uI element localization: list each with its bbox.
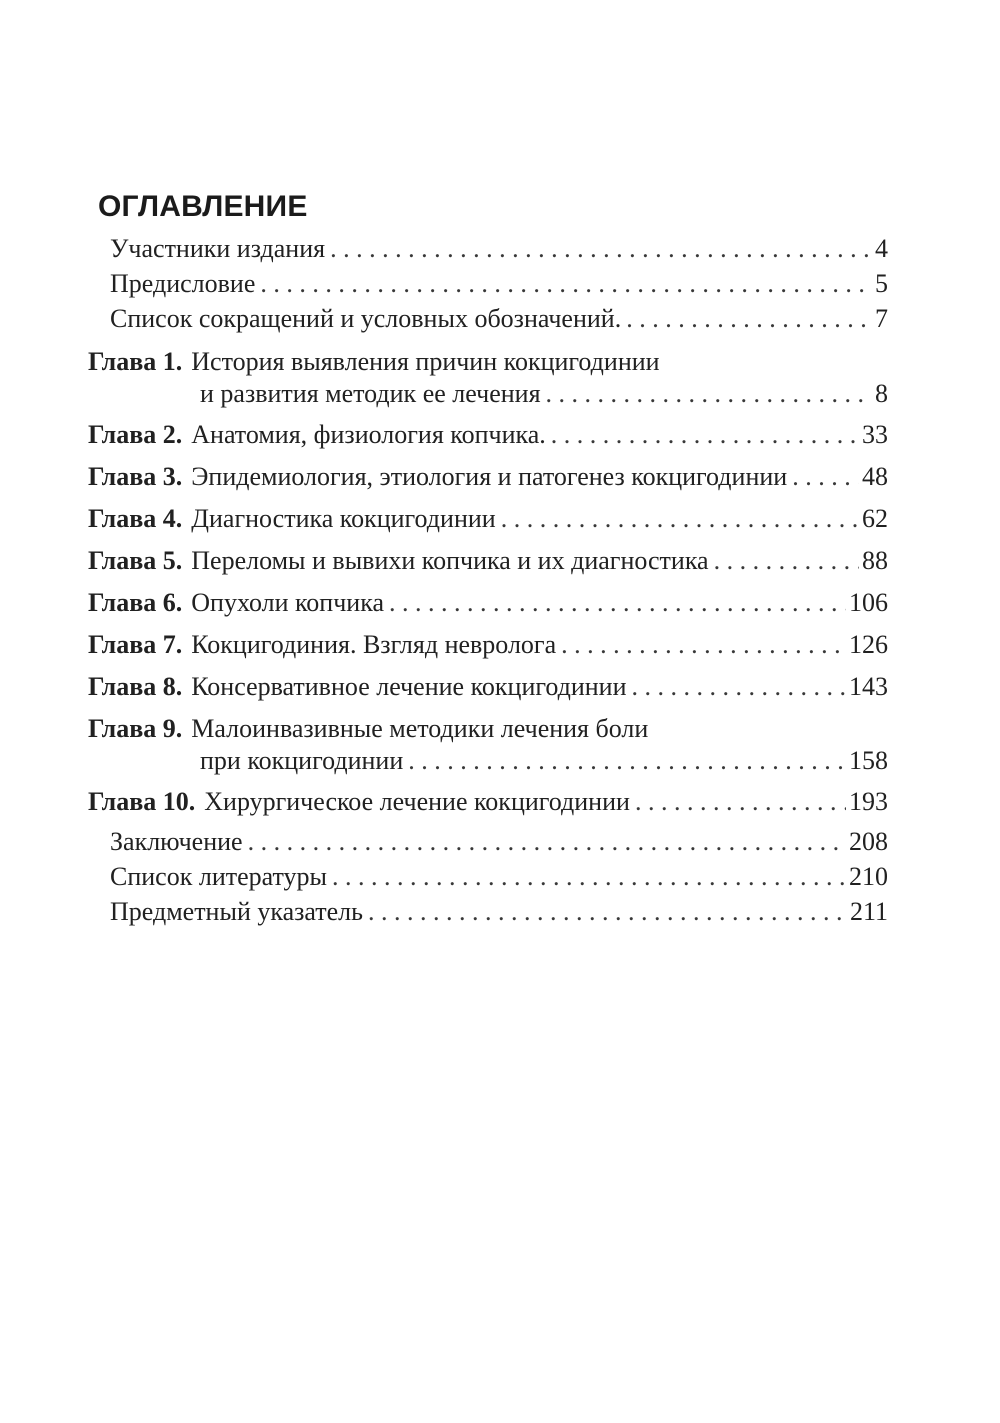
dot-leader [709, 545, 859, 577]
dot-leader [630, 786, 846, 818]
toc-entry-chapter-8 [88, 671, 888, 703]
chapter-title: Переломы и вывихи копчика и их диагностика [191, 546, 709, 575]
toc-entry-page: 5 [875, 269, 888, 298]
chapter-list [88, 346, 888, 818]
chapter-number: Глава 8. [88, 672, 183, 701]
toc-entry [88, 231, 888, 266]
chapter-line [88, 503, 888, 535]
toc-entry-chapter-4 [88, 503, 888, 535]
toc-entry-page: 4 [875, 234, 888, 263]
toc-entry-label: Список литературы [110, 862, 327, 891]
toc-entry-label: Участники издания [110, 234, 326, 263]
toc-entry-page: 208 [849, 827, 888, 856]
toc-entry-chapter-7 [88, 629, 888, 661]
back-matter-list [88, 824, 888, 929]
chapter-title-continued: при кокцигодинии [200, 746, 404, 775]
toc-entry-page: 158 [849, 746, 888, 775]
chapter-number: Глава 5. [88, 546, 183, 575]
chapter-line-1 [88, 713, 888, 745]
toc-entry-page: 88 [862, 546, 888, 575]
toc-entry-page: 62 [862, 504, 888, 533]
chapter-title: Кокцигодиния. Взгляд невролога [191, 630, 557, 659]
toc-entry-page: 7 [875, 304, 888, 333]
toc-entry-chapter-6 [88, 587, 888, 619]
toc-entry-page: 143 [849, 672, 888, 701]
chapter-title: Опухоли копчика [191, 588, 384, 617]
toc-entry-page: 211 [849, 897, 888, 926]
chapter-line [88, 545, 888, 577]
dot-leader [243, 824, 846, 859]
chapter-line-2 [88, 745, 888, 776]
chapter-title: Хирургическое лечение кокцигодинии [204, 787, 630, 816]
toc-entry [88, 859, 888, 894]
dot-leader [255, 266, 872, 301]
toc-entry [88, 824, 888, 859]
chapter-line [88, 786, 888, 818]
chapter-title: Малоинвазивные методики лечения боли [191, 714, 649, 743]
chapter-line [88, 419, 888, 451]
chapter-title: Консервативное лечение кокцигодинии [191, 672, 627, 701]
chapter-number: Глава 9. [88, 714, 183, 743]
chapter-number: Глава 10. [88, 787, 196, 816]
dot-leader [363, 894, 847, 929]
chapter-title: Анатомия, физиология копчика. [191, 420, 546, 449]
chapter-number: Глава 3. [88, 462, 183, 491]
toc-entry [88, 894, 888, 929]
toc-entry-label: Список сокращений и условных обозначений. [110, 304, 622, 333]
toc-entry-label: Заключение [110, 827, 243, 856]
chapter-number: Глава 2. [88, 420, 183, 449]
dot-leader [627, 671, 846, 703]
front-matter-list [88, 231, 888, 336]
toc-entry-chapter-1 [88, 346, 888, 409]
dot-leader [403, 745, 846, 776]
toc-entry [88, 266, 888, 301]
chapter-title: Эпидемиология, этиология и патогенез кокцигодинии [191, 462, 788, 491]
dot-leader [325, 231, 872, 266]
chapter-title-continued: и развития методик ее лечения [200, 379, 541, 408]
chapter-number: Глава 4. [88, 504, 183, 533]
dot-leader [546, 419, 859, 451]
chapter-line [88, 587, 888, 619]
toc-entry-page: 8 [875, 379, 888, 408]
dot-leader [541, 378, 872, 409]
toc-entry-chapter-3 [88, 461, 888, 493]
dot-leader [556, 629, 846, 661]
chapter-line [88, 461, 888, 493]
dot-leader [327, 859, 846, 894]
toc-entry-label: Предисловие [110, 269, 256, 298]
chapter-line [88, 671, 888, 703]
toc-entry [88, 301, 888, 336]
toc-entry-page: 33 [862, 420, 888, 449]
toc-entry-chapter-2 [88, 419, 888, 451]
toc-entry-page: 193 [849, 787, 888, 816]
chapter-line-2 [88, 378, 888, 409]
toc-entry-page: 106 [849, 588, 888, 617]
toc-entry-page: 210 [849, 862, 888, 891]
chapter-title: Диагностика кокцигодинии [191, 504, 496, 533]
table-of-contents [88, 192, 888, 929]
toc-entry-label: Предметный указатель [110, 897, 364, 926]
page-title: ОГЛАВЛЕНИЕ [98, 190, 308, 223]
toc-entry-page: 126 [849, 630, 888, 659]
toc-entry-page: 48 [862, 462, 888, 491]
chapter-title: История выявления причин кокцигодинии [191, 347, 660, 376]
dot-leader [621, 301, 872, 336]
dot-leader [787, 461, 859, 493]
chapter-number: Глава 7. [88, 630, 183, 659]
toc-entry-chapter-10 [88, 786, 888, 818]
dot-leader [384, 587, 846, 619]
toc-entry-chapter-5 [88, 545, 888, 577]
toc-entry-chapter-9 [88, 713, 888, 776]
chapter-line-1 [88, 346, 888, 378]
chapter-number: Глава 1. [88, 347, 183, 376]
chapter-line [88, 629, 888, 661]
dot-leader [496, 503, 859, 535]
chapter-number: Глава 6. [88, 588, 183, 617]
